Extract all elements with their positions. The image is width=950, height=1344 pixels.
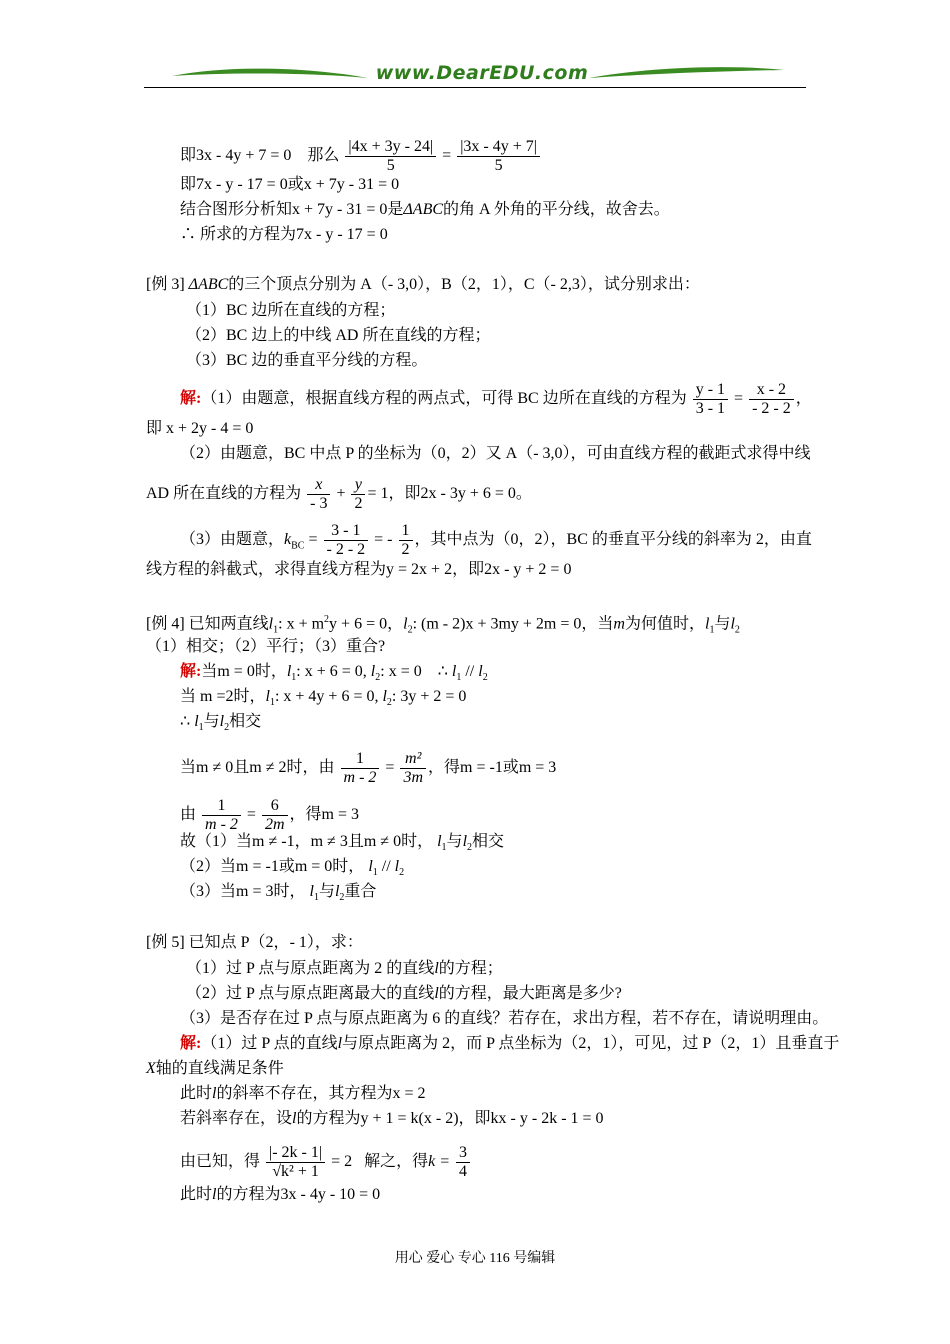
fraction: $\frac{y - 1}{3 - 1}$ <box>693 381 728 418</box>
text-line <box>180 138 542 175</box>
solution-label: 解: <box>180 1035 202 1052</box>
text-line: （2）BC 边上的中线 AD 所在直线的方程； <box>186 327 491 344</box>
text-line: 线方程的斜截式，求得直线方程为y = 2x + 2，即2x - y + 2 = 0 <box>146 561 572 578</box>
text: 那么 <box>307 147 340 165</box>
fraction: $\frac{|4x + 3y - 24|}{5}$ <box>345 138 436 175</box>
fraction: $\frac{\text{m²}}{3m}$ <box>400 750 426 787</box>
text-line: 由已知，得 $\frac{|- 2k - 1|}{\text{√k² + 1}}$ = 2 解之，得k = $\frac{3}{4}$ <box>180 1144 472 1181</box>
text-line: 解:当m = 0时，$l_1$: x + 6 = 0, $l_2$: x = 0 ∴ $l_1 // l_2$ <box>180 663 488 684</box>
site-logo[interactable]: www.DearEDU.com <box>375 62 589 84</box>
text-line: 当 m =2时，$l_1$: x + 4y + 6 = 0, $l_2$: 3y + 2 = 0 <box>180 688 467 709</box>
text-line: （3）当m = 3时， $l_1$与$l_2$重合 <box>180 883 377 904</box>
math: = <box>442 147 452 165</box>
page-footer: 用心 爱心 专心 116 号编辑 <box>394 1251 556 1266</box>
text-line: 由 $\frac{1}{m - 2}$ = $\frac{6}{2m}$ ，得m = 3 <box>180 797 359 833</box>
fraction: $\frac{1}{2}$ <box>399 522 413 559</box>
text-line: （2）过 P 点与原点距离最大的直线l的方程，最大距离是多少? <box>186 985 622 1002</box>
text-line: 若斜率存在，设l的方程为y + 1 = k(x - 2)，即kx - y - 2k - 1 = 0 <box>180 1110 604 1127</box>
text-line: （3）BC 边的垂直平分线的方程。 <box>186 352 428 369</box>
text-line: 结合图形分析知x + 7y - 31 = 0是ΔABC的角 A 外角的平分线，故舍去。 <box>180 201 670 218</box>
text-line: （2）由题意，BC 中点 P 的坐标为（0，2）又 A（- 3,0），可由直线方程的截距式求得中线 <box>180 445 811 462</box>
text-line: ∴ 所求的方程为7x - y - 17 = 0 <box>180 226 388 243</box>
fraction: $\frac{x}{- 3}$ <box>307 476 330 513</box>
fraction: $\frac{x - 2}{- 2 - 2}$ <box>749 381 794 418</box>
text-line: AD 所在直线的方程为 $\frac{x}{- 3}$ + $\frac{y}{2}$ = 1，即2x - 3y + 6 = 0。 <box>146 476 532 512</box>
math: 3x - 4y + 7 = 0 <box>196 147 292 165</box>
text-line: （3）是否存在过 P 点与原点距离为 6 的直线？若存在，求出方程，若不存在，请说明理由。 <box>180 1010 829 1027</box>
text-line: 即7x - y - 17 = 0或x + 7y - 31 = 0 <box>180 176 400 193</box>
example-heading: [例 4] 已知两直线$l_1$: $x + m^2y + 6 = 0$，$l_2$: (m - 2)x + 3my + 2m = 0，当m为何值时，$l_1$与$l_2$ <box>146 614 740 636</box>
text-line: （1）相交；（2）平行；（3）重合? <box>146 638 386 655</box>
fraction: $\frac{y}{2}$ <box>351 476 365 513</box>
text-line: ∴ $l_1$与$l_2$相交 <box>180 713 262 734</box>
solution-label: 解: <box>180 663 202 680</box>
text-line: （2）当m = -1或m = 0时， $l_1 // l_2$ <box>180 858 405 879</box>
fraction: $\frac{1}{m - 2}$ <box>202 797 241 834</box>
text-line: 解:（1）由题意，根据直线方程的两点式，可得 BC 边所在直线的方程为 $\frac{y - 1}{3 - 1}$ = $\frac{x - 2}{- 2 - 2}$ ， <box>180 381 812 417</box>
fraction: $\frac{3}{4}$ <box>456 1144 470 1181</box>
example-heading: [例 3] ΔABC的三个顶点分别为 A（- 3,0），B（2，1），C（- 2,3），试分别求出： <box>146 276 700 293</box>
fraction: $\frac{|- 2k - 1|}{\text{√k² + 1}}$ <box>266 1144 325 1181</box>
page-header <box>144 60 806 90</box>
text-line: X轴的直线满足条件 <box>146 1060 284 1077</box>
text-line: 即 x + 2y - 4 = 0 <box>146 420 254 437</box>
header-rule <box>144 87 806 88</box>
text-line: （1）BC 边所在直线的方程； <box>186 302 396 319</box>
text-line: 此时l的斜率不存在，其方程为x = 2 <box>180 1085 426 1102</box>
text: 即 <box>180 147 197 165</box>
text-line: （1）过 P 点与原点距离为 2 的直线l的方程； <box>186 960 503 977</box>
text-line: （3）由题意，$k_{BC}$ = $\frac{3 - 1}{- 2 - 2}$ = - $\frac{1}{2}$ ，其中点为（0，2），BC 的垂直平分线的斜率为 2，由直 <box>180 522 812 558</box>
fraction: $\frac{1}{m - 2}$ <box>341 750 380 787</box>
solution-label: 解: <box>180 390 202 408</box>
text-line: 故（1）当m ≠ -1，m ≠ 3且m ≠ 0时， $l_1$与$l_2$相交 <box>180 833 505 854</box>
text-line: 此时l的方程为3x - 4y - 10 = 0 <box>180 1186 381 1203</box>
text-line: 当m ≠ 0且m ≠ 2时，由 $\frac{1}{m - 2}$ = $\frac{\text{m²}}{3m}$ ，得m = -1或m = 3 <box>180 750 557 786</box>
fraction: $\frac{3 - 1}{- 2 - 2}$ <box>324 522 369 559</box>
fraction: $\frac{|3x - 4y + 7|}{5}$ <box>457 138 540 175</box>
text-line: 解:（1）过 P 点的直线l与原点距离为 2，而 P 点坐标为（2，1），可见，过 P（2，1）且垂直于 <box>180 1035 840 1052</box>
fraction: $\frac{6}{2m}$ <box>262 797 288 834</box>
example-heading: [例 5] 已知点 P（2，- 1），求： <box>146 934 363 951</box>
